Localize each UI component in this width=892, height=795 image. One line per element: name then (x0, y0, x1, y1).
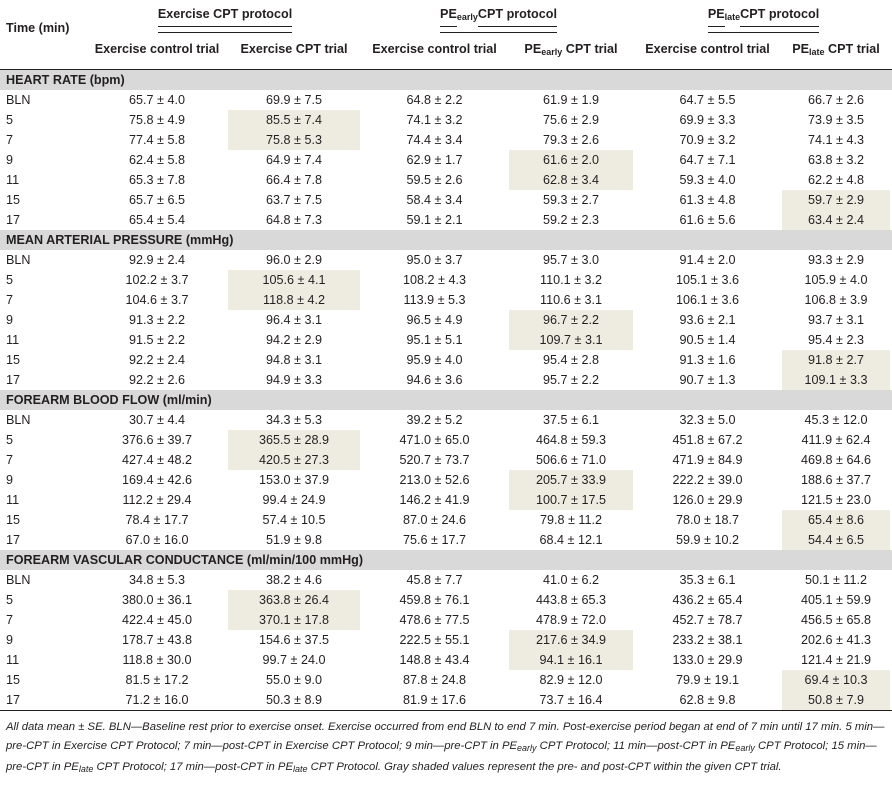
value-cell: 133.0 ± 29.9 (672, 653, 743, 667)
value-cell: 74.1 ± 3.2 (406, 113, 463, 127)
value-cell: 62.8 ± 9.8 (635, 690, 780, 711)
highlighted-value-cell (780, 670, 892, 690)
group-header-exercise: Exercise CPT protocol (88, 0, 362, 38)
value-cell: 95.0 ± 3.7 (406, 253, 463, 267)
value-cell: 65.4 ± 5.4 (129, 213, 185, 227)
value-cell: 153.0 ± 37.9 (259, 473, 329, 487)
table-row (0, 450, 892, 470)
footnote-subscript: late (293, 764, 308, 774)
value-cell: 30.7 ± 4.4 (129, 413, 185, 427)
cell-value: 420.5 ± 27.3 (228, 450, 360, 470)
highlighted-value-cell (780, 350, 892, 370)
value-cell: 427.4 ± 48.2 (122, 453, 192, 467)
highlighted-value-cell (226, 430, 362, 450)
time-cell: 11 (6, 493, 20, 507)
value-cell: 65.7 ± 6.5 (129, 193, 185, 207)
footnote-text: CPT Protocol; 15 min—pre-CPT in PE (6, 740, 877, 773)
value-cell: 459.8 ± 76.1 (399, 593, 470, 607)
table-row (0, 670, 892, 690)
table-row (0, 570, 892, 590)
value-cell: 81.5 ± 17.2 (125, 673, 189, 687)
value-cell: 108.2 ± 4.3 (403, 273, 466, 287)
value-cell: 78.4 ± 17.7 (125, 513, 189, 527)
highlighted-value-cell (780, 690, 892, 711)
highlighted-value-cell (226, 290, 362, 310)
cell-value: 62.8 ± 3.4 (509, 170, 633, 190)
table-row (0, 470, 892, 490)
value-cell: 105.1 ± 3.6 (676, 273, 739, 287)
value-cell: 121.4 ± 21.9 (801, 653, 871, 667)
cell-value: 217.6 ± 34.9 (509, 630, 633, 650)
table-row (0, 150, 892, 170)
column-header: Exercise CPT trial (226, 38, 362, 70)
value-cell: 82.9 ± 12.0 (539, 673, 603, 687)
highlighted-value-cell (226, 270, 362, 290)
value-cell: 110.6 ± 3.1 (540, 293, 602, 307)
value-cell: 61.6 ± 5.6 (679, 213, 736, 227)
value-cell: 79.8 ± 11.2 (540, 513, 602, 527)
table-row (0, 630, 892, 650)
highlighted-value-cell (226, 130, 362, 150)
table-body (0, 70, 892, 711)
value-cell: 188.6 ± 37.7 (801, 473, 871, 487)
value-cell: 422.4 ± 45.0 (122, 613, 192, 627)
value-cell: 66.4 ± 7.8 (266, 173, 322, 187)
value-cell: 96.4 ± 3.1 (266, 313, 322, 327)
value-cell: 45.8 ± 7.7 (406, 573, 463, 587)
cell-value: 100.7 ± 17.5 (509, 490, 633, 510)
highlighted-value-cell (507, 310, 635, 330)
value-cell: 96.0 ± 2.9 (266, 253, 322, 267)
time-cell: 11 (6, 653, 20, 667)
table-row (0, 530, 892, 550)
cell-value: 65.4 ± 8.6 (782, 510, 890, 530)
table-row (0, 310, 892, 330)
value-cell: 113.9 ± 5.3 (403, 293, 466, 307)
cell-value: 61.6 ± 2.0 (509, 150, 633, 170)
time-cell: 15 (6, 193, 21, 207)
value-cell: 78.0 ± 18.7 (676, 513, 739, 527)
table-row (0, 510, 892, 530)
footnote-text: CPT Protocol. Gray shaded values represent the pre- and post-CPT within the given CPT trial. (307, 761, 782, 773)
section-title: FOREARM BLOOD FLOW (ml/min) (0, 390, 892, 410)
time-cell: 7 (6, 453, 14, 467)
value-cell: 233.2 ± 38.1 (672, 633, 743, 647)
table-row (0, 210, 892, 230)
time-cell: 11 (6, 333, 20, 347)
cell-value: 94.1 ± 16.1 (509, 650, 633, 670)
time-cell: 5 (6, 593, 14, 607)
value-cell: 112.2 ± 29.4 (122, 493, 192, 507)
value-cell: 213.0 ± 52.6 (399, 473, 470, 487)
table-row (0, 590, 892, 610)
footnote-text: CPT Protocol; 11 min—post-CPT in PE (536, 740, 736, 752)
value-cell: 61.3 ± 4.8 (679, 193, 736, 207)
value-cell: 169.4 ± 42.6 (122, 473, 192, 487)
value-cell: 436.2 ± 65.4 (672, 593, 743, 607)
cell-value: 91.8 ± 2.7 (782, 350, 890, 370)
value-cell: 59.5 ± 2.6 (406, 173, 463, 187)
value-cell: 222.5 ± 55.1 (399, 633, 470, 647)
table-row (0, 650, 892, 670)
table-row (0, 490, 892, 510)
time-cell: 7 (6, 133, 14, 147)
value-cell: 51.9 ± 9.8 (266, 533, 322, 547)
value-cell: 39.2 ± 5.2 (406, 413, 463, 427)
column-header: Exercise control trial (88, 38, 226, 70)
table-row (0, 370, 892, 390)
value-cell: 64.8 ± 7.3 (266, 213, 322, 227)
value-cell: 105.9 ± 4.0 (804, 273, 868, 287)
time-cell: 9 (6, 633, 14, 647)
section-header-row (0, 550, 892, 570)
cell-value: 363.8 ± 26.4 (228, 590, 360, 610)
time-cell: 9 (6, 313, 14, 327)
value-cell: 146.2 ± 41.9 (399, 493, 470, 507)
value-cell: 65.3 ± 7.8 (129, 173, 185, 187)
table-row (0, 690, 892, 711)
value-cell: 68.4 ± 12.1 (539, 533, 603, 547)
value-cell: 75.6 ± 2.9 (543, 113, 599, 127)
column-header: Exercise control trial (362, 38, 507, 70)
table-row (0, 190, 892, 210)
value-cell: 93.7 ± 3.1 (808, 313, 864, 327)
value-cell: 478.6 ± 77.5 (399, 613, 470, 627)
value-cell: 94.8 ± 3.1 (266, 353, 322, 367)
value-cell: 64.7 ± 5.5 (679, 93, 736, 107)
value-cell: 62.9 ± 1.7 (406, 153, 463, 167)
column-header: Exercise control trial (635, 38, 780, 70)
value-cell: 65.7 ± 4.0 (129, 93, 185, 107)
value-cell: 45.3 ± 12.0 (804, 413, 868, 427)
footnote-subscript: late (78, 764, 94, 774)
time-cell: 9 (6, 153, 14, 167)
table-row (0, 290, 892, 310)
value-cell: 62.2 ± 4.8 (808, 173, 864, 187)
value-cell: 104.6 ± 3.7 (125, 293, 189, 307)
cell-value: 370.1 ± 17.8 (228, 610, 360, 630)
value-cell: 74.4 ± 3.4 (406, 133, 463, 147)
value-cell: 110.1 ± 3.2 (540, 273, 602, 287)
time-cell: 17 (0, 690, 88, 711)
value-cell: 95.1 ± 5.1 (406, 333, 463, 347)
time-cell: 17 (6, 533, 21, 547)
footnote-subscript: early (517, 743, 537, 753)
value-cell: 92.2 ± 2.6 (129, 373, 185, 387)
time-cell: 17 (6, 373, 21, 387)
value-cell: 126.0 ± 29.9 (672, 493, 743, 507)
value-cell: 456.5 ± 65.8 (801, 613, 871, 627)
section-header-row (0, 230, 892, 250)
cell-value: 365.5 ± 28.9 (228, 430, 360, 450)
value-cell: 62.4 ± 5.8 (129, 153, 185, 167)
cell-value: 63.4 ± 2.4 (782, 210, 890, 230)
section-title: MEAN ARTERIAL PRESSURE (mmHg) (0, 230, 892, 250)
highlighted-value-cell (507, 630, 635, 650)
highlighted-value-cell (780, 510, 892, 530)
table-footnote (6, 718, 888, 779)
value-cell: 121.5 ± 23.0 (801, 493, 871, 507)
table-row (0, 110, 892, 130)
value-cell: 74.1 ± 4.3 (808, 133, 864, 147)
section-title: HEART RATE (bpm) (0, 70, 892, 91)
value-cell: 106.8 ± 3.9 (804, 293, 868, 307)
value-cell: 405.1 ± 59.9 (801, 593, 871, 607)
highlighted-value-cell (780, 190, 892, 210)
value-cell: 102.2 ± 3.7 (125, 273, 189, 287)
cell-value: 85.5 ± 7.4 (228, 110, 360, 130)
section-title: FOREARM VASCULAR CONDUCTANCE (ml/min/100 mmHg) (0, 550, 892, 570)
value-cell: 35.3 ± 6.1 (679, 573, 736, 587)
value-cell: 91.4 ± 2.0 (679, 253, 736, 267)
time-cell: 7 (6, 613, 14, 627)
value-cell: 222.2 ± 39.0 (672, 473, 743, 487)
value-cell: 71.2 ± 16.0 (88, 690, 226, 711)
value-cell: 90.5 ± 1.4 (679, 333, 736, 347)
value-cell: 93.6 ± 2.1 (679, 313, 736, 327)
highlighted-value-cell (226, 110, 362, 130)
value-cell: 50.3 ± 8.9 (226, 690, 362, 711)
value-cell: 64.7 ± 7.1 (679, 153, 736, 167)
time-cell: 17 (6, 213, 21, 227)
table-header (0, 0, 892, 70)
value-cell: 95.7 ± 2.2 (543, 373, 599, 387)
value-cell: 95.7 ± 3.0 (543, 253, 599, 267)
value-cell: 59.3 ± 2.7 (543, 193, 599, 207)
value-cell: 87.0 ± 24.6 (403, 513, 466, 527)
value-cell: 91.5 ± 2.2 (129, 333, 185, 347)
value-cell: 75.8 ± 4.9 (129, 113, 185, 127)
time-cell: BLN (6, 253, 31, 267)
footnote-text: CPT Protocol; 17 min—post-CPT in PE (93, 761, 293, 773)
value-cell: 95.4 ± 2.3 (808, 333, 864, 347)
value-cell: 94.6 ± 3.6 (406, 373, 463, 387)
highlighted-value-cell (226, 610, 362, 630)
value-cell: 73.9 ± 3.5 (808, 113, 864, 127)
table-row (0, 130, 892, 150)
value-cell: 376.6 ± 39.7 (122, 433, 192, 447)
value-cell: 50.1 ± 11.2 (805, 573, 867, 587)
table-row (0, 610, 892, 630)
cell-value: 75.8 ± 5.3 (228, 130, 360, 150)
value-cell: 94.2 ± 2.9 (266, 333, 322, 347)
cell-value: 109.7 ± 3.1 (509, 330, 633, 350)
value-cell: 63.8 ± 3.2 (808, 153, 864, 167)
value-cell: 34.3 ± 5.3 (266, 413, 322, 427)
time-cell: 5 (6, 433, 14, 447)
cell-value: 69.4 ± 10.3 (782, 670, 890, 690)
highlighted-value-cell (507, 650, 635, 670)
highlighted-value-cell (780, 210, 892, 230)
value-cell: 58.4 ± 3.4 (406, 193, 463, 207)
value-cell: 77.4 ± 5.8 (129, 133, 185, 147)
value-cell: 471.0 ± 65.0 (399, 433, 470, 447)
cell-value: 118.8 ± 4.2 (228, 290, 360, 310)
highlighted-value-cell (780, 370, 892, 390)
cell-value: 109.1 ± 3.3 (782, 370, 890, 390)
value-cell: 59.2 ± 2.3 (543, 213, 599, 227)
table-row (0, 170, 892, 190)
value-cell: 41.0 ± 6.2 (543, 573, 599, 587)
value-cell: 148.8 ± 43.4 (399, 653, 470, 667)
value-cell: 520.7 ± 73.7 (399, 453, 470, 467)
value-cell: 69.9 ± 7.5 (266, 93, 322, 107)
column-header: $PE_{early}$ CPT trial (507, 38, 635, 70)
time-cell: 15 (6, 673, 21, 687)
value-cell: 94.9 ± 3.3 (266, 373, 322, 387)
value-cell: 464.8 ± 59.3 (536, 433, 606, 447)
highlighted-value-cell (226, 590, 362, 610)
value-cell: 202.6 ± 41.3 (801, 633, 871, 647)
value-cell: 93.3 ± 2.9 (808, 253, 864, 267)
highlighted-value-cell (780, 530, 892, 550)
value-cell: 59.9 ± 10.2 (676, 533, 739, 547)
value-cell: 471.9 ± 84.9 (672, 453, 743, 467)
value-cell: 178.7 ± 43.8 (122, 633, 192, 647)
value-cell: 64.9 ± 7.4 (266, 153, 322, 167)
value-cell: 32.3 ± 5.0 (679, 413, 736, 427)
value-cell: 92.9 ± 2.4 (129, 253, 185, 267)
value-cell: 506.6 ± 71.0 (536, 453, 606, 467)
value-cell: 106.1 ± 3.6 (676, 293, 739, 307)
value-cell: 92.2 ± 2.4 (129, 353, 185, 367)
table-row (0, 250, 892, 270)
table-row (0, 410, 892, 430)
value-cell: 57.4 ± 10.5 (262, 513, 326, 527)
cell-value: 50.8 ± 7.9 (782, 690, 890, 710)
value-cell: 118.8 ± 30.0 (122, 653, 192, 667)
time-cell: 11 (6, 173, 20, 187)
time-cell: 9 (6, 473, 14, 487)
value-cell: 380.0 ± 36.1 (122, 593, 192, 607)
column-header: $PE_{late}$ CPT trial (780, 38, 892, 70)
value-cell: 96.5 ± 4.9 (406, 313, 463, 327)
section-header-row (0, 70, 892, 91)
value-cell: 61.9 ± 1.9 (543, 93, 599, 107)
time-cell: 5 (6, 113, 14, 127)
highlighted-value-cell (507, 170, 635, 190)
footnote-text: All data mean ± SE. BLN—Baseline rest prior to exercise onset. Exercise occurred from end BLN to end 7 min. Post-exercise period began at end of 7 min until 17 min. 5 min—pre-CPT in Exercise CPT Protocol; 7 min—post-CPT in Exercise CPT Protocol; 9 min—pre-CPT in PE (6, 721, 885, 752)
value-cell: 67.0 ± 16.0 (125, 533, 189, 547)
cell-value: 54.4 ± 6.5 (782, 530, 890, 550)
value-cell: 59.1 ± 2.1 (406, 213, 463, 227)
highlighted-value-cell (507, 150, 635, 170)
time-cell: 15 (6, 513, 21, 527)
table-row (0, 90, 892, 110)
time-cell: 7 (6, 293, 14, 307)
value-cell: 154.6 ± 37.5 (259, 633, 329, 647)
cell-value: 105.6 ± 4.1 (228, 270, 360, 290)
time-cell: BLN (6, 93, 31, 107)
time-cell: 15 (6, 353, 21, 367)
value-cell: 70.9 ± 3.2 (679, 133, 736, 147)
group-header-pe-early: $PE_{early}CPT$ protocol (362, 0, 635, 38)
value-cell: 451.8 ± 67.2 (672, 433, 743, 447)
footnote-subscript: early (735, 743, 755, 753)
section-header-row (0, 390, 892, 410)
cell-value: 205.7 ± 33.9 (509, 470, 633, 490)
value-cell: 64.8 ± 2.2 (406, 93, 463, 107)
value-cell: 59.3 ± 4.0 (679, 173, 736, 187)
value-cell: 95.9 ± 4.0 (406, 353, 463, 367)
time-column-header: Time (min) (6, 21, 70, 35)
value-cell: 452.7 ± 78.7 (672, 613, 743, 627)
cell-value: 96.7 ± 2.2 (509, 310, 633, 330)
value-cell: 63.7 ± 7.5 (266, 193, 322, 207)
cell-value: 59.7 ± 2.9 (782, 190, 890, 210)
time-cell: BLN (6, 413, 31, 427)
value-cell: 99.7 ± 24.0 (262, 653, 326, 667)
value-cell: 90.7 ± 1.3 (679, 373, 736, 387)
value-cell: 81.9 ± 17.6 (362, 690, 507, 711)
value-cell: 38.2 ± 4.6 (266, 573, 322, 587)
value-cell: 478.9 ± 72.0 (536, 613, 606, 627)
value-cell: 95.4 ± 2.8 (543, 353, 599, 367)
value-cell: 99.4 ± 24.9 (262, 493, 326, 507)
value-cell: 91.3 ± 1.6 (679, 353, 736, 367)
column-headers (0, 38, 892, 70)
time-cell: 5 (6, 273, 14, 287)
value-cell: 87.8 ± 24.8 (403, 673, 466, 687)
highlighted-value-cell (507, 330, 635, 350)
time-cell: BLN (6, 573, 31, 587)
value-cell: 75.6 ± 17.7 (403, 533, 466, 547)
table-row (0, 270, 892, 290)
highlighted-value-cell (507, 490, 635, 510)
value-cell: 34.8 ± 5.3 (129, 573, 185, 587)
group-header-pe-late: $PE_{late}CPT$ protocol (635, 0, 892, 38)
value-cell: 91.3 ± 2.2 (129, 313, 185, 327)
value-cell: 73.7 ± 16.4 (507, 690, 635, 711)
table-row (0, 350, 892, 370)
value-cell: 411.9 ± 62.4 (801, 433, 871, 447)
table-row (0, 430, 892, 450)
value-cell: 37.5 ± 6.1 (543, 413, 599, 427)
value-cell: 469.8 ± 64.6 (801, 453, 871, 467)
highlighted-value-cell (507, 470, 635, 490)
highlighted-value-cell (226, 450, 362, 470)
value-cell: 443.8 ± 65.3 (536, 593, 606, 607)
value-cell: 55.0 ± 9.0 (266, 673, 322, 687)
table-row (0, 330, 892, 350)
value-cell: 66.7 ± 2.6 (808, 93, 864, 107)
value-cell: 79.3 ± 2.6 (543, 133, 599, 147)
value-cell: 69.9 ± 3.3 (679, 113, 736, 127)
value-cell: 79.9 ± 19.1 (676, 673, 739, 687)
